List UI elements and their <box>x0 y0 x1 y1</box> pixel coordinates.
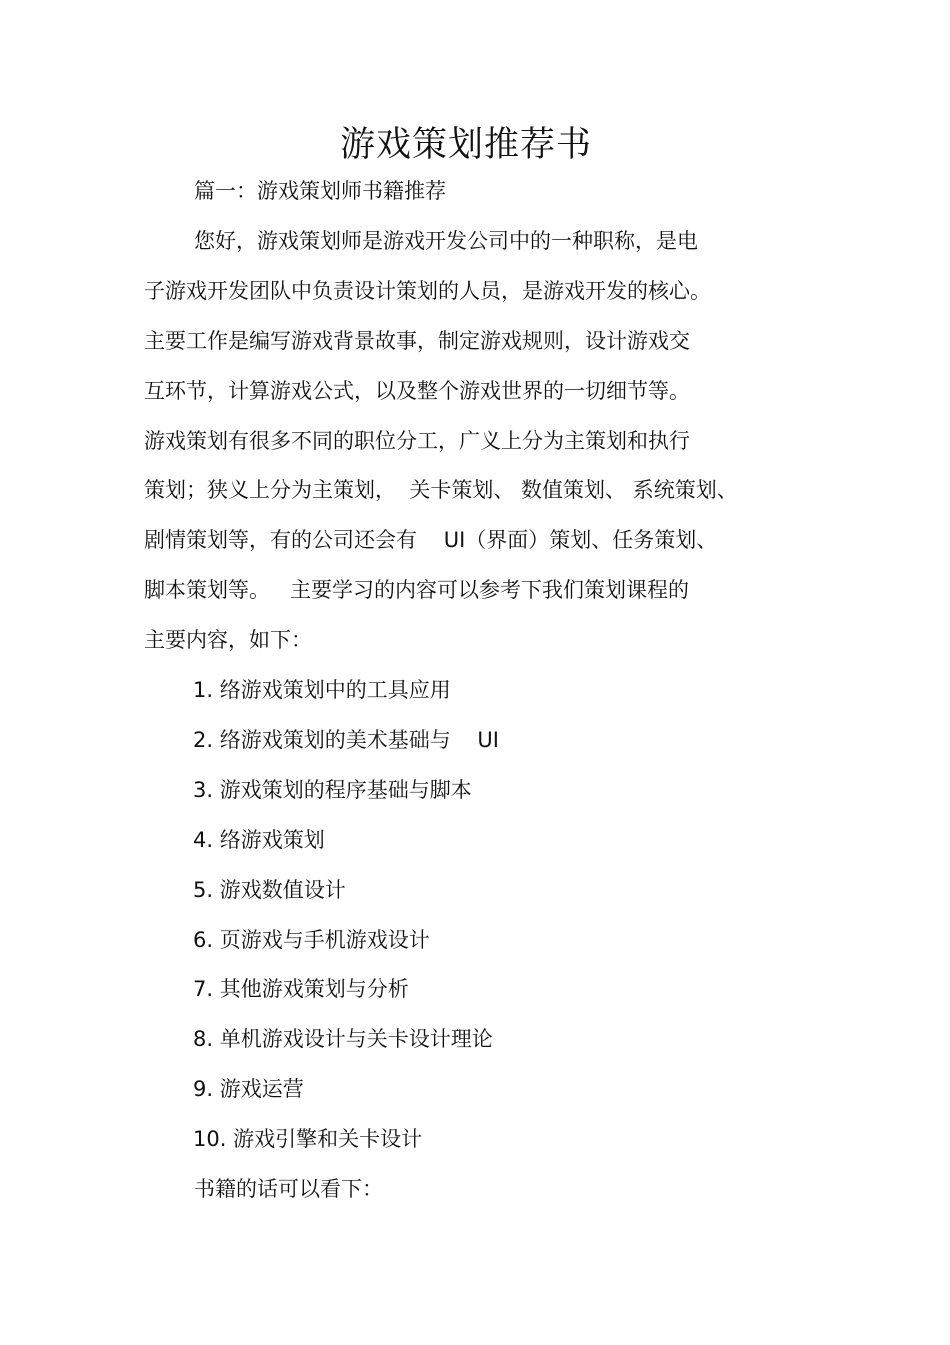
list-item: 6. 页游戏与手机游戏设计 <box>193 928 430 952</box>
paragraph-line: 剧情策划等，有的公司还会有 UI（界面）策划、任务策划、 <box>144 528 718 552</box>
list-item: 3. 游戏策划的程序基础与脚本 <box>193 778 472 802</box>
paragraph-line: 脚本策划等。 主要学习的内容可以参考下我们策划课程的 <box>144 578 690 602</box>
list-item: 8. 单机游戏设计与关卡设计理论 <box>193 1027 493 1051</box>
section-heading: 篇一：游戏策划师书籍推荐 <box>194 179 446 203</box>
list-item: 1. 络游戏策划中的工具应用 <box>193 678 451 702</box>
paragraph-line: 互环节，计算游戏公式，以及整个游戏世界的一切细节等。 <box>144 379 690 403</box>
paragraph-line: 子游戏开发团队中负责设计策划的人员，是游戏开发的核心。 <box>144 279 711 303</box>
list-item: 7. 其他游戏策划与分析 <box>193 977 409 1001</box>
document-title: 游戏策划推荐书 <box>339 125 592 165</box>
closing-line: 书籍的话可以看下： <box>194 1177 383 1201</box>
paragraph-line: 您好，游戏策划师是游戏开发公司中的一种职称，是电 <box>194 229 698 253</box>
paragraph-line: 主要内容，如下： <box>144 628 312 652</box>
list-item: 10. 游戏引擎和关卡设计 <box>193 1127 423 1151</box>
list-item: 9. 游戏运营 <box>193 1077 304 1101</box>
paragraph-line: 游戏策划有很多不同的职位分工，广义上分为主策划和执行 <box>144 429 690 453</box>
list-item: 5. 游戏数值设计 <box>193 878 346 902</box>
list-item: 4. 络游戏策划 <box>193 828 325 852</box>
paragraph-line: 主要工作是编写游戏背景故事，制定游戏规则，设计游戏交 <box>144 329 690 353</box>
list-item: 2. 络游戏策划的美术基础与 UI <box>193 728 499 752</box>
paragraph-line: 策划；狭义上分为主策划， 关卡策划、 数值策划、 系统策划、 <box>144 478 738 502</box>
